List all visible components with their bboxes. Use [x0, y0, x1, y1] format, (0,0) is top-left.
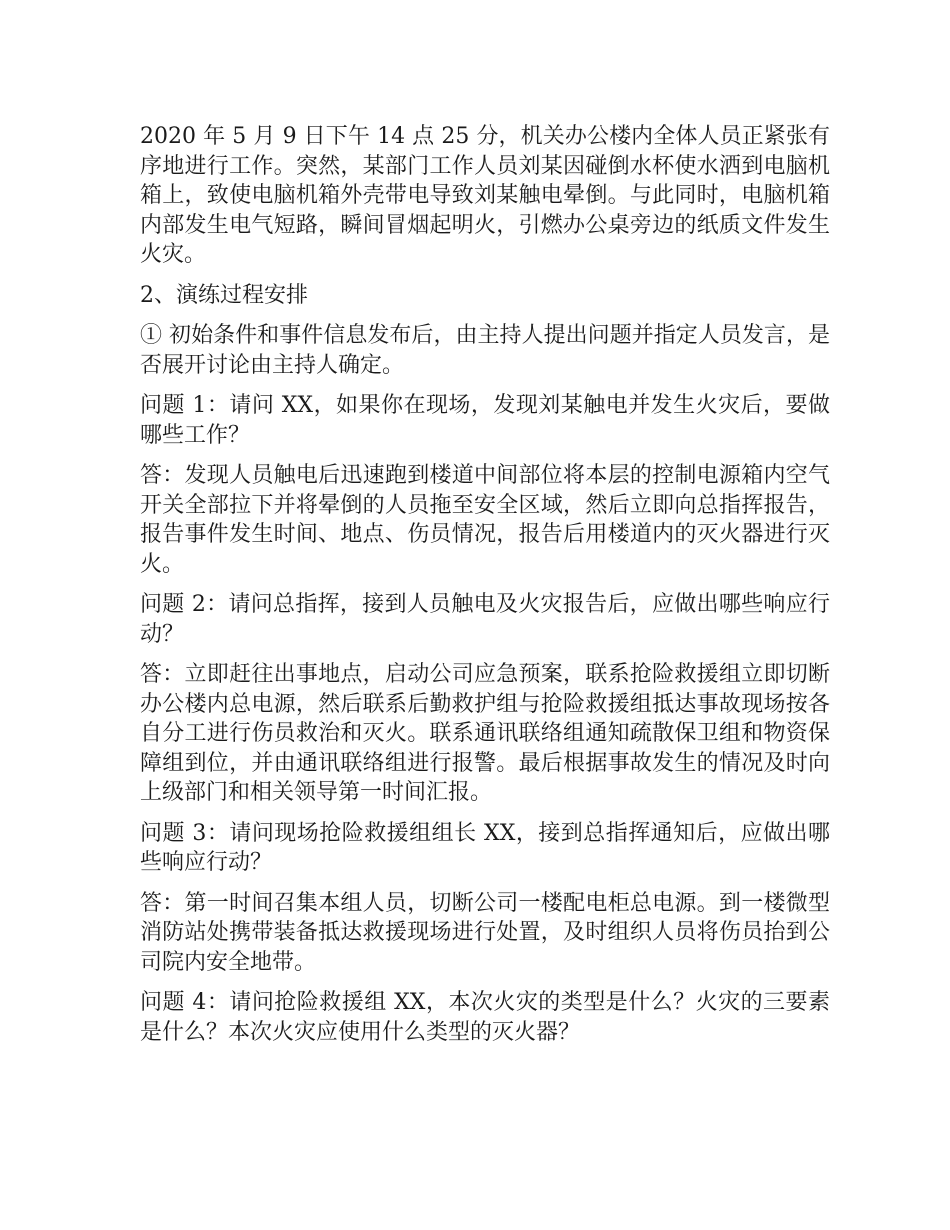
procedure-paragraph: ① 初始条件和事件信息发布后，由主持人提出问题并指定人员发言，是否展开讨论由主持人确定。 [140, 323, 830, 378]
question-1: 问题 1：请问 XX，如果你在现场，发现刘某触电并发生火灾后，要做哪些工作？ [140, 393, 830, 448]
section-heading: 2、演练过程安排 [140, 282, 308, 308]
answer-3: 答：第一时间召集本组人员，切断公司一楼配电柜总电源。到一楼微型消防站处携带装备抵达救援现场进行处置，及时组织人员将伤员抬到公司院内安全地带。 [140, 890, 830, 975]
question-3: 问题 3：请问现场抢险救援组组长 XX，接到总指挥通知后，应做出哪些响应行动？ [140, 820, 830, 875]
scenario-paragraph: 2020 年 5 月 9 日下午 14 点 25 分，机关办公楼内全体人员正紧张有序地进行工作。突然，某部门工作人员刘某因碰倒水杯使水洒到电脑机箱上，致使电脑机箱外壳带电导致刘某触电晕倒。与此同时，电脑机箱内部发生电气短路，瞬间冒烟起明火，引燃办公桌旁边的纸质文件发生火灾。 [140, 124, 830, 267]
answer-2: 答：立即赶往出事地点，启动公司应急预案，联系抢险救援组立即切断办公楼内总电源，然后联系后勤救护组与抢险救援组抵达事故现场按各自分工进行伤员救治和灭火。联系通讯联络组通知疏散保卫组和物资保障组到位，并由通讯联络组进行报警。最后根据事故发生的情况及时向上级部门和相关领导第一时间汇报。 [140, 662, 830, 805]
answer-1: 答：发现人员触电后迅速跑到楼道中间部位将本层的控制电源箱内空气开关全部拉下并将晕倒的人员拖至安全区域，然后立即向总指挥报告，报告事件发生时间、地点、伤员情况，报告后用楼道内的灭火器进行灭火。 [140, 463, 830, 577]
question-4: 问题 4：请问抢险救援组 XX，本次火灾的类型是什么？火灾的三要素是什么？本次火灾应使用什么类型的灭火器？ [140, 990, 830, 1045]
question-2: 问题 2：请问总指挥，接到人员触电及火灾报告后，应做出哪些响应行动？ [140, 592, 830, 647]
document-page [140, 122, 830, 1058]
